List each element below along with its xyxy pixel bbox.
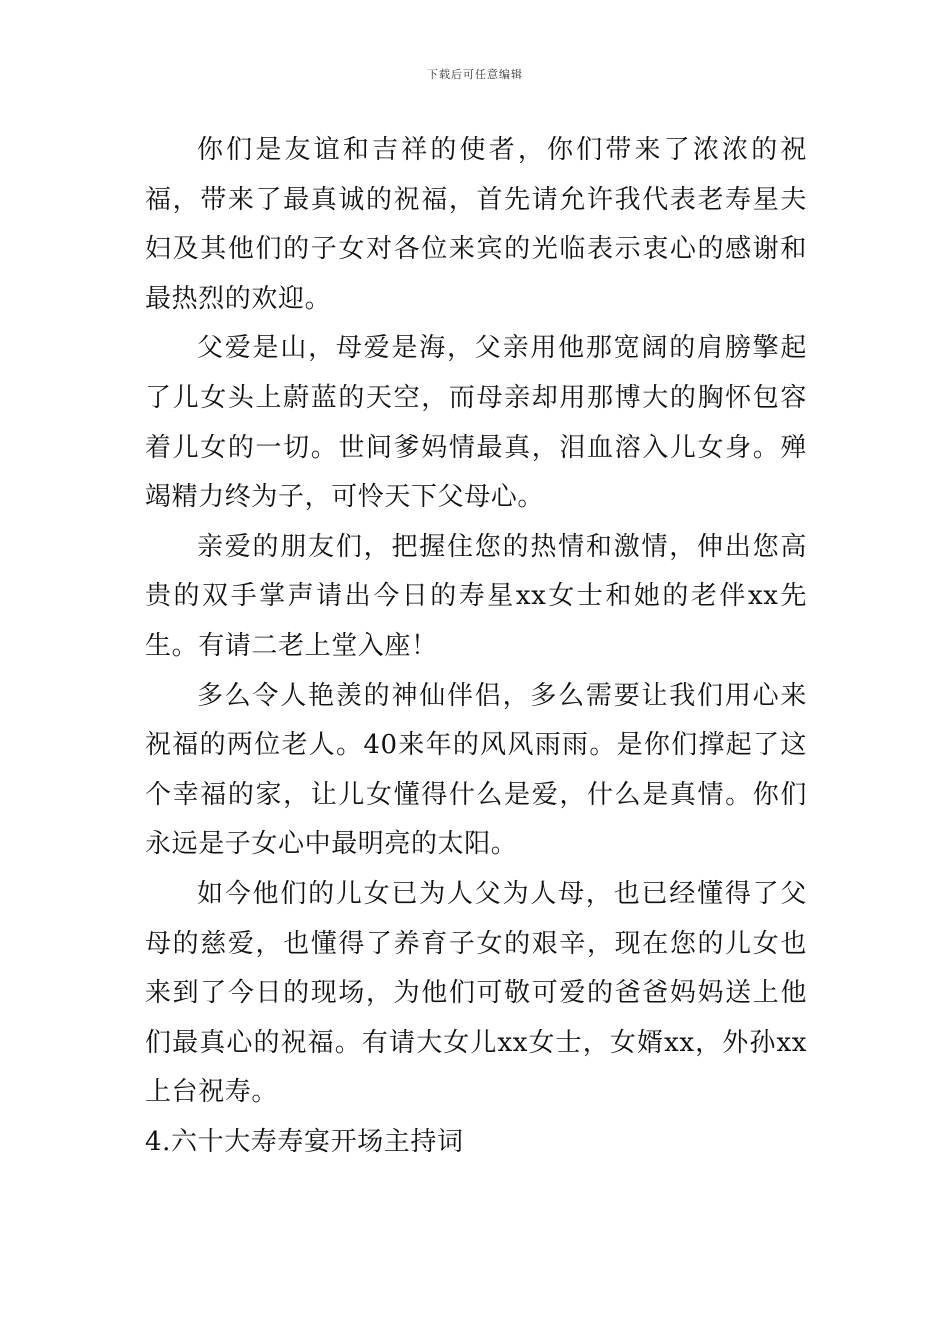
- paragraph-parents-love: 父爱是山，母爱是海，父亲用他那宽阔的肩膀擎起了儿女头上蔚蓝的天空，而母亲却用那博大的胸怀包容着儿女的一切。世间爹妈情最真，泪血溶入儿女身。殚竭精力终为子，可怜天下父母心。: [145, 333, 807, 513]
- section-heading: 4.六十大寿寿宴开场主持词: [145, 1126, 464, 1157]
- header-note: 下载后可任意编辑: [427, 68, 523, 81]
- paragraph-invite-couple: 亲爱的朋友们，把握住您的热情和激情，伸出您高贵的双手掌声请出今日的寿星xx女士和她的老伴xx先生。有请二老上堂入座！: [145, 531, 807, 661]
- paragraph-children: 如今他们的儿女已为人父为人母，也已经懂得了父母的慈爱，也懂得了养育子女的艰辛，现在您的儿女也来到了今日的现场，为他们可敬可爱的爸爸妈妈送上他们最真心的祝福。有请大女儿xx女士，女婿xx，外孙xx上台祝寿。: [145, 878, 807, 1108]
- paragraph-welcome: 你们是友谊和吉祥的使者，你们带来了浓浓的祝福，带来了最真诚的祝福，首先请允许我代表老寿星夫妇及其他们的子女对各位来宾的光临表示衷心的感谢和最热烈的欢迎。: [145, 135, 807, 314]
- paragraph-blessing: 多么令人艳羡的神仙伴侣，多么需要让我们用心来祝福的两位老人。40来年的风风雨雨。是你们撑起了这个幸福的家，让儿女懂得什么是爱，什么是真情。你们永远是子女心中最明亮的太阳。: [145, 680, 807, 860]
- document-body: [145, 126, 807, 1167]
